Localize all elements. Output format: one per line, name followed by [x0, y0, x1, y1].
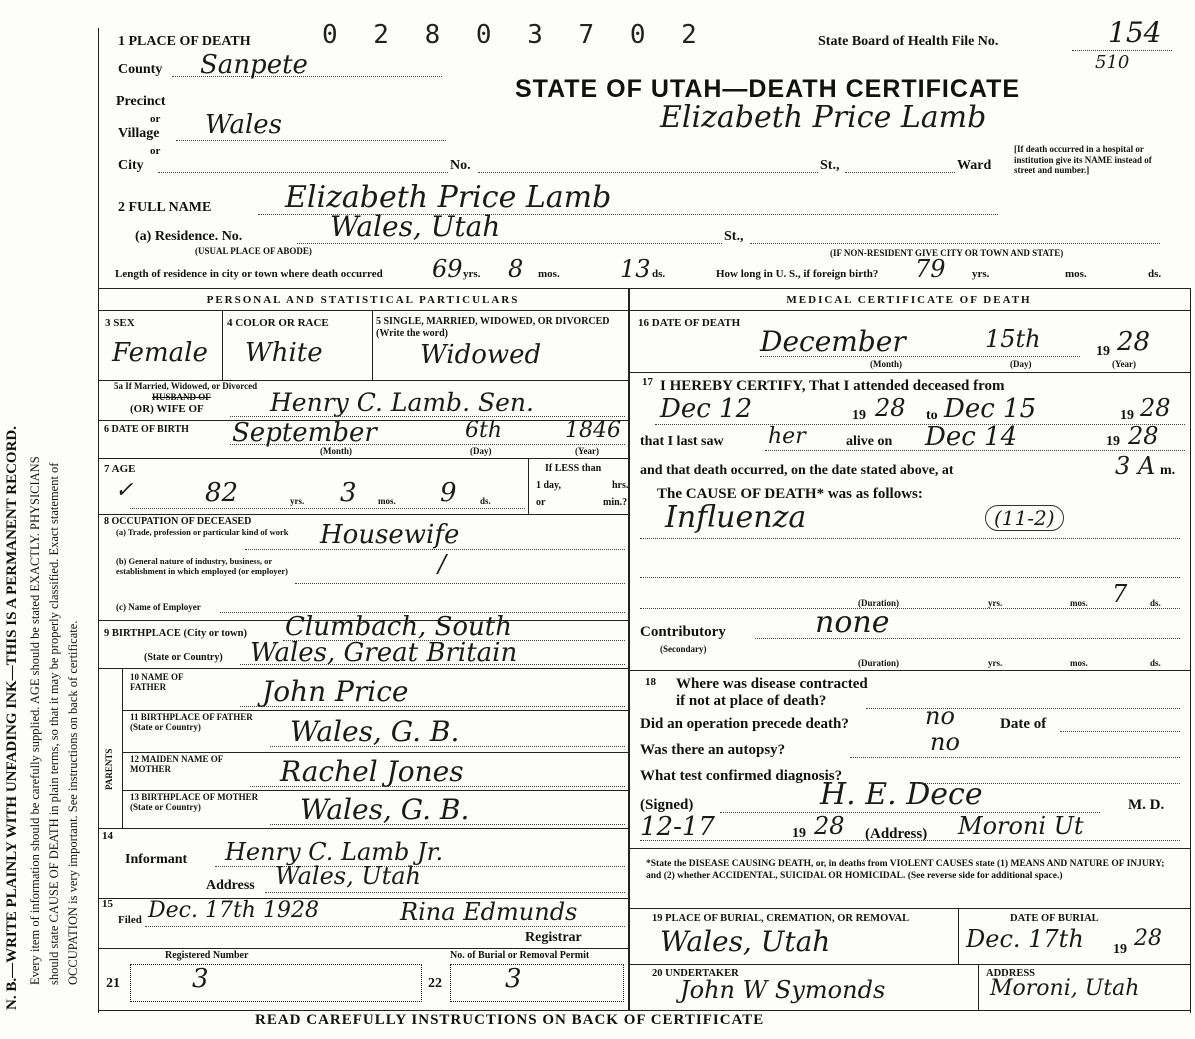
- age-yrs: 82: [205, 478, 239, 508]
- to-date: Dec 15: [944, 394, 1037, 424]
- burial-year: 28: [1134, 926, 1162, 951]
- death-day: 15th: [985, 325, 1041, 353]
- margin-note-main: N. B.—WRITE PLAINLY WITH UNFADING INK—THIS IS A PERMANENT RECORD.: [4, 426, 20, 1010]
- file-no-sub: 510: [1095, 52, 1130, 73]
- length-yrs: 69: [432, 255, 463, 283]
- signed-date: 12-17: [640, 812, 715, 842]
- no-label: No.: [450, 158, 471, 173]
- from-year: 28: [875, 394, 906, 422]
- address-value: Wales, Utah: [275, 862, 421, 890]
- contributory-label: Contributory: [640, 624, 726, 640]
- undertaker-address: Moroni, Utah: [990, 976, 1140, 1001]
- dob-label: 6 DATE OF BIRTH: [104, 424, 189, 435]
- county-label: County: [118, 62, 163, 77]
- dob-day: 6th: [465, 418, 503, 443]
- registrar-label: Registrar: [525, 930, 582, 945]
- residence-value: Wales, Utah: [330, 210, 501, 243]
- burial-label: 19 PLACE OF BURIAL, CREMATION, OR REMOVAL: [652, 913, 910, 924]
- death-certificate: N. B.—WRITE PLAINLY WITH UNFADING INK—THIS IS A PERMANENT RECORD. Every item of information should be carefully supplied. AGE should be stated EXACTLY. PHYSICIANS should state CAUSE OF DEATH in plain terms, so that it may be properly classified. Exact statement of OCCUPATION is very important. See instructions on back of certificate. 1 PLACE OF DEATH 0 2 8 0 3 7 0 2 State Board of Health File No. 154 510 STATE OF UTAH—DEATH CERTIFICATE Elizabeth Price Lamb County Sanpete Precinct or Village Wales or City No. St., Ward [If death occurred in a hospital or institution give its NAME instead of street and number.] 2 FULL NAME Elizabeth Price Lamb (a) Residence. No. (USUAL PLACE OF ABODE) Wales, Utah St., (IF NON-RESIDENT GIVE CITY OR TOWN AND STATE) Length of residence in city or town where death occurred 69 yrs. 8 mos. 13 ds. How long in U. S., if foreign birth? 79 yrs. mos. ds. PERSONAL AND STATISTICAL PARTICULARS MEDICAL CERTIFICATE OF DEATH 3 SEX Female 4 COLOR OR RACE White 5 SINGLE, MARRIED, WIDOWED, OR DIVORCED (Write the word) Widowed 5a If Married, Widowed, or Divorced HUSBAND OF (OR) WIFE OF Henry C. Lamb. Sen. 6 DATE OF BIRTH September 6th 1846 (Month) (Day) (Year) 7 AGE ✓ 82 yrs. 3 mos. 9 ds. If LESS than 1 day, hrs. or min.? 8 OCCUPATION OF DECEASED (a) Trade, profession or particular kind of work (b) General nature of industry, business, or establishment in which employed (or employer) Housewife / (c) Name of Employer 9 BIRTHPLACE (City or town) Clumbach, South (State or Country) Wales, Great Britain PARENTS 10 NAME OF FATHER John Price 11 BIRTHPLACE OF FATHER (State or Country) Wales, G. B. 12 MAIDEN NAME OF MOTHER Rachel Jones 13 BIRTHPLACE OF MOTHER (State or Country) Wales, G. B. 14 Informant Henry C. Lamb Jr. Address Wales, Utah 15 Filed Dec. 17th 1928 Rina Edmunds Registrar Registered Number No. of Burial or Removal Permit 21 3 22 3 16 DATE OF DEATH December 15th 19 28 (Month) (Day) (Year) 17 I HEREBY CERTIFY, That I attended deceased from Dec 12 19 28 to Dec 15 19 28 that I last saw her alive on Dec 14 19 28 and that death occurred, on the date stated above, at 3 A m. The CAUSE OF DEATH* was as follows: Influenza (11-2) (Duration) yrs. 7 mos. ds. Contributory (Secondary) none (Duration) yrs. mos. ds. 18 Where was disease contracted if not at place of death? Did an operation precede death? no Date of Was there an autopsy? no What test confirmed diagnosis? (Signed) H. E. Dece M. D. 12-17 19 28 (Address) Moroni Ut *State the DISEASE CAUSING DEATH, or, in deaths from VIOLENT CAUSES state (1) MEANS AND NATURE OF INJURY; and (2) whether ACCIDENTAL, SUICIDAL OR HOMICIDAL. (See reverse side for additional space.) 19 PLACE OF BURIAL, CREMATION, OR REMOVAL Wales, Utah DATE OF BURIAL Dec. 17th 19 28 20 UNDERTAKER John W Symonds ADDRESS Moroni, Utah READ CAREFULLY INSTRUCTIONS ON BACK OF CERTIFICATE: [0, 0, 1195, 1039]
- father-bp-value: Wales, G. B.: [290, 715, 460, 748]
- age-ds: 9: [440, 478, 457, 508]
- file-no-label: State Board of Health File No.: [818, 34, 999, 49]
- marital-label: 5 SINGLE, MARRIED, WIDOWED, OR DIVORCED (Write the word): [376, 316, 610, 339]
- st-label: St.,: [820, 158, 840, 173]
- autopsy-value: no: [930, 728, 960, 756]
- duration-mos: 7: [1112, 580, 1128, 608]
- certificate-number: 0 2 8 0 3 7 0 2: [322, 20, 707, 50]
- employer-label: (c) Name of Employer: [116, 602, 201, 612]
- county-value: Sanpete: [200, 50, 308, 80]
- burial-value: Wales, Utah: [660, 925, 831, 958]
- birthplace-label: 9 BIRTHPLACE (City or town): [104, 628, 247, 639]
- md-address: Moroni Ut: [958, 812, 1084, 840]
- margin-note-line2: Every item of information should be carefully supplied. AGE should be stated EXACTLY. PHYSICIANS: [28, 456, 42, 985]
- to-year: 28: [1140, 394, 1171, 422]
- informant-label: Informant: [125, 852, 188, 867]
- length-mos: 8: [508, 255, 524, 283]
- cause-value: Influenza: [665, 500, 807, 535]
- last-year: 28: [1128, 422, 1159, 450]
- filed-value: Dec. 17th 1928: [148, 898, 319, 923]
- death-date-label: 16 DATE OF DEATH: [638, 317, 741, 329]
- sex-label: 3 SEX: [105, 317, 135, 329]
- birthplace-city: Clumbach, South: [285, 612, 512, 642]
- operation-value: no: [925, 702, 955, 730]
- sex-value: Female: [112, 338, 208, 368]
- full-name-label: 2 FULL NAME: [118, 200, 212, 215]
- length-label: Length of residence in city or town where death occurred: [115, 268, 383, 280]
- us-yrs: 79: [915, 255, 946, 283]
- mother-value: Rachel Jones: [280, 755, 464, 788]
- footer-instructions: READ CAREFULLY INSTRUCTIONS ON BACK OF CERTIFICATE: [255, 1012, 765, 1028]
- informant-value: Henry C. Lamb Jr.: [225, 838, 444, 866]
- death-month: December: [760, 325, 906, 358]
- occupation-value: Housewife: [320, 520, 460, 550]
- spouse-value: Henry C. Lamb. Sen.: [270, 388, 534, 417]
- color-label: 4 COLOR OR RACE: [227, 317, 329, 329]
- age-mos: 3: [340, 478, 357, 508]
- medical-section-title: MEDICAL CERTIFICATE OF DEATH: [786, 294, 1032, 306]
- name-annotation: Elizabeth Price Lamb: [660, 100, 987, 135]
- contributory-value: none: [815, 605, 890, 640]
- dob-year: 1846: [565, 418, 621, 443]
- burial-date: Dec. 17th: [966, 925, 1084, 953]
- ward-label: Ward: [957, 158, 992, 173]
- parents-label: PARENTS: [104, 748, 114, 790]
- father-value: John Price: [262, 675, 409, 708]
- last-saw-pronoun: her: [768, 424, 806, 449]
- certificate-title: STATE OF UTAH—DEATH CERTIFICATE: [515, 75, 1021, 103]
- residence-label: (a) Residence. No.: [135, 229, 243, 244]
- us-label: How long in U. S., if foreign birth?: [716, 268, 879, 280]
- signed-year: 28: [814, 812, 845, 840]
- age-label: 7 AGE: [104, 463, 136, 475]
- mother-bp-value: Wales, G. B.: [300, 793, 470, 826]
- city-label: City: [118, 158, 144, 173]
- place-of-death-label: 1 PLACE OF DEATH: [118, 34, 251, 49]
- age-check: ✓: [115, 478, 134, 503]
- file-no-value: 154: [1108, 16, 1162, 49]
- nonresident-note: (IF NON-RESIDENT GIVE CITY OR TOWN AND STATE): [830, 248, 1064, 258]
- last-saw-date: Dec 14: [925, 422, 1018, 452]
- burial-permit-value: 3: [505, 964, 522, 994]
- margin-note-line4: OCCUPATION is very important. See instructions on back of certificate.: [66, 620, 80, 985]
- certify-text: I HEREBY CERTIFY, That I attended deceased from: [660, 378, 1005, 394]
- from-date: Dec 12: [660, 394, 753, 424]
- personal-section-title: PERSONAL AND STATISTICAL PARTICULARS: [206, 294, 520, 306]
- precinct-label: Precinct: [116, 94, 166, 109]
- death-year: 28: [1117, 327, 1151, 357]
- length-ds: 13: [620, 255, 651, 283]
- full-name-value: Elizabeth Price Lamb: [285, 180, 612, 215]
- residence-st-label: St.,: [724, 229, 744, 244]
- color-value: White: [245, 338, 323, 368]
- occupation-label: 8 OCCUPATION OF DECEASED: [104, 516, 252, 527]
- marital-value: Widowed: [420, 340, 542, 370]
- residence-sub: (USUAL PLACE OF ABODE): [195, 246, 312, 256]
- filed-label: Filed: [118, 914, 142, 926]
- registrar-signature: Rina Edmunds: [400, 898, 578, 926]
- cause-label: The CAUSE OF DEATH* was as follows:: [657, 486, 923, 502]
- signed-value: H. E. Dece: [820, 777, 983, 812]
- village-label: Village: [118, 126, 160, 141]
- dob-month: September: [232, 418, 377, 448]
- village-value: Wales: [205, 110, 283, 140]
- time-value: 3 A: [1115, 452, 1156, 480]
- reg-num-value: 3: [192, 964, 209, 994]
- address-label: Address: [206, 878, 255, 893]
- hospital-note: [If death occurred in a hospital or institution give its NAME instead of street and number.]: [1014, 144, 1152, 175]
- birthplace-country: Wales, Great Britain: [250, 638, 518, 668]
- footnote: *State the DISEASE CAUSING DEATH, or, in deaths from VIOLENT CAUSES state (1) MEANS AND NATURE OF INJURY; and (2) whether ACCIDENTAL, SUICIDAL OR HOMICIDAL. (See reverse side for additional space.): [646, 859, 1165, 881]
- margin-note-line3: should state CAUSE OF DEATH in plain terms, so that it may be properly classified. Exact statement of: [47, 462, 61, 985]
- cause-code: (11-2): [985, 505, 1064, 531]
- undertaker-value: John W Symonds: [680, 976, 886, 1004]
